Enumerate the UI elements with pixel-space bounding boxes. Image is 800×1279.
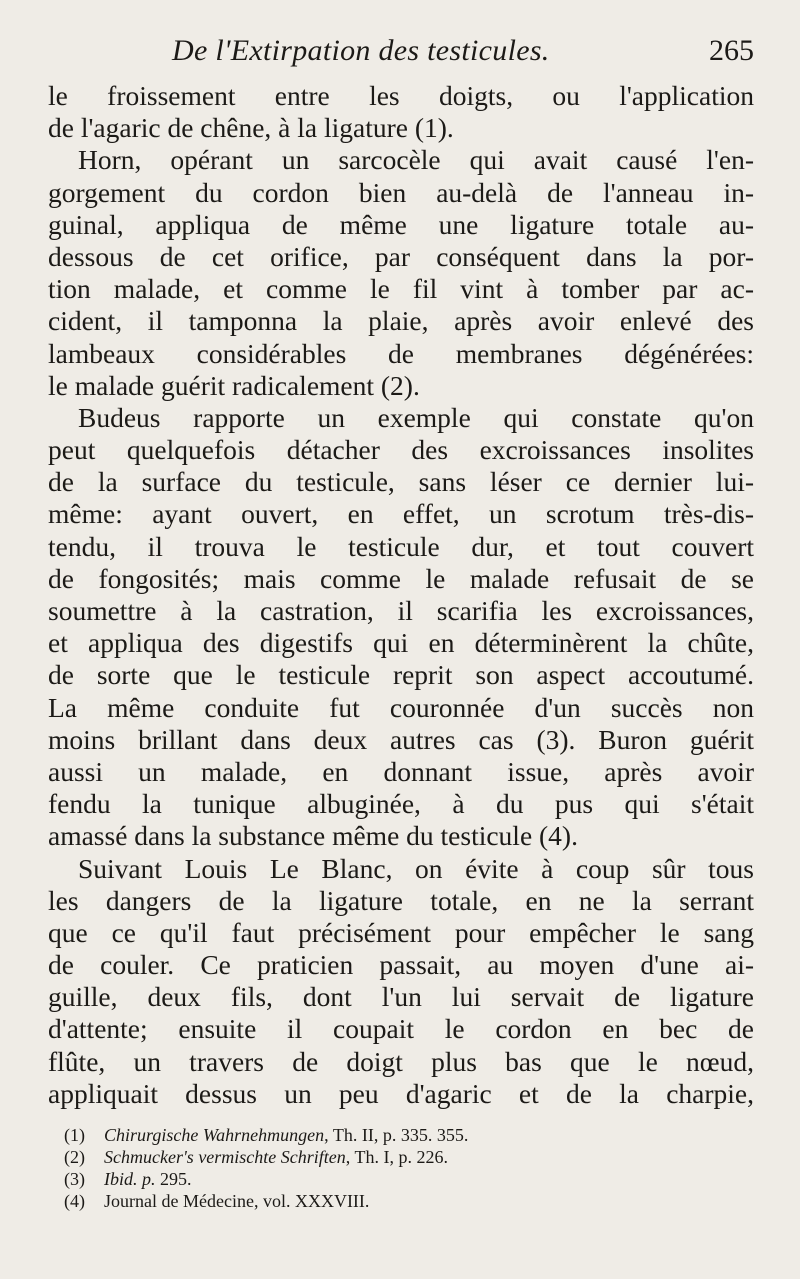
footnote-reference: Journal de Médecine, vol. XXXVIII. (104, 1191, 370, 1211)
text-line: La même conduite fut couronnée d'un succès non (48, 691, 754, 723)
text-line: fendu la tunique albuginée, à du pus qui s'était (48, 788, 754, 820)
text-line: tion malade, et comme le fil vint à tomber par ac- (48, 273, 754, 305)
text-line: tendu, il trouva le testicule dur, et tout couvert (48, 530, 754, 562)
text-line: moins brillant dans deux autres cas (3). Buron guérit (48, 723, 754, 755)
page-header (48, 34, 754, 74)
text-line: et appliqua des digestifs qui en déterminèrent la chûte, (48, 627, 754, 659)
footnote-title: Schmucker's vermischte Schriften (104, 1147, 346, 1167)
text-line: de l'agaric de chêne, à la ligature (1). (48, 112, 454, 144)
text-line: de la surface du testicule, sans léser ce dernier lui- (48, 466, 754, 498)
footnote-number: (3) (64, 1169, 85, 1189)
footnotes (64, 1124, 754, 1212)
footnote (64, 1168, 754, 1190)
text-line: guinal, appliqua de même une ligature totale au- (48, 208, 754, 240)
text-line: les dangers de la ligature totale, en ne la serrant (48, 884, 754, 916)
text-line: guille, deux fils, dont l'un lui servait de ligature (48, 981, 754, 1013)
text-line: Horn, opérant un sarcocèle qui avait causé l'en- (78, 144, 754, 176)
text-line: appliquait dessus un peu d'agaric et de la charpie, (48, 1077, 754, 1109)
text-line: dessous de cet orifice, par conséquent dans la por- (48, 240, 754, 272)
footnote (64, 1124, 754, 1146)
text-line: même: ayant ouvert, en effet, un scrotum très-dis- (48, 498, 754, 530)
text-line: de couler. Ce praticien passait, au moyen d'une ai- (48, 949, 754, 981)
footnote (64, 1190, 754, 1212)
footnote-number: (2) (64, 1147, 85, 1167)
footnote-reference: , Th. I, p. 226. (345, 1147, 448, 1167)
text-line: Budeus rapporte un exemple qui constate qu'on (78, 401, 754, 433)
text-line: amassé dans la substance même du testicule (4). (48, 820, 578, 852)
text-line: d'attente; ensuite il coupait le cordon en bec de (48, 1013, 754, 1045)
text-line: de sorte que le testicule reprit son aspect accoutumé. (48, 659, 754, 691)
text-line: aussi un malade, en donnant issue, après avoir (48, 755, 754, 787)
text-line: gorgement du cordon bien au-delà de l'anneau in- (48, 176, 754, 208)
text-line: le froissement entre les doigts, ou l'application (48, 80, 754, 111)
footnote (64, 1146, 754, 1168)
text-line: flûte, un travers de doigt plus bas que le nœud, (48, 1045, 754, 1077)
footnote-reference: , Th. II, p. 335. 355. (324, 1125, 469, 1145)
text-line: soumettre à la castration, il scarifia les excroissances, (48, 595, 754, 626)
text-line: cident, il tamponna la plaie, après avoir enlevé des (48, 305, 754, 337)
body-text (48, 80, 754, 1110)
text-line: peut quelquefois détacher des excroissances insolites (48, 434, 754, 466)
footnote-reference: 295. (155, 1169, 192, 1189)
page-number: 265 (709, 34, 754, 67)
text-line: le malade guérit radicalement (2). (48, 369, 420, 401)
footnote-title: Ibid. p. (104, 1169, 156, 1189)
footnote-number: (1) (64, 1125, 85, 1145)
text-line: Suivant Louis Le Blanc, on évite à coup sûr tous (78, 852, 754, 884)
running-title: De l'Extirpation des testicules. (172, 34, 550, 67)
text-line: lambeaux considérables de membranes dégénérées: (48, 337, 754, 369)
footnote-number: (4) (64, 1191, 85, 1211)
text-line: de fongosités; mais comme le malade refusait de se (48, 562, 754, 594)
text-line: que ce qu'il faut précisément pour empêcher le sang (48, 916, 754, 948)
footnote-title: Chirurgische Wahrnehmungen (104, 1125, 325, 1145)
